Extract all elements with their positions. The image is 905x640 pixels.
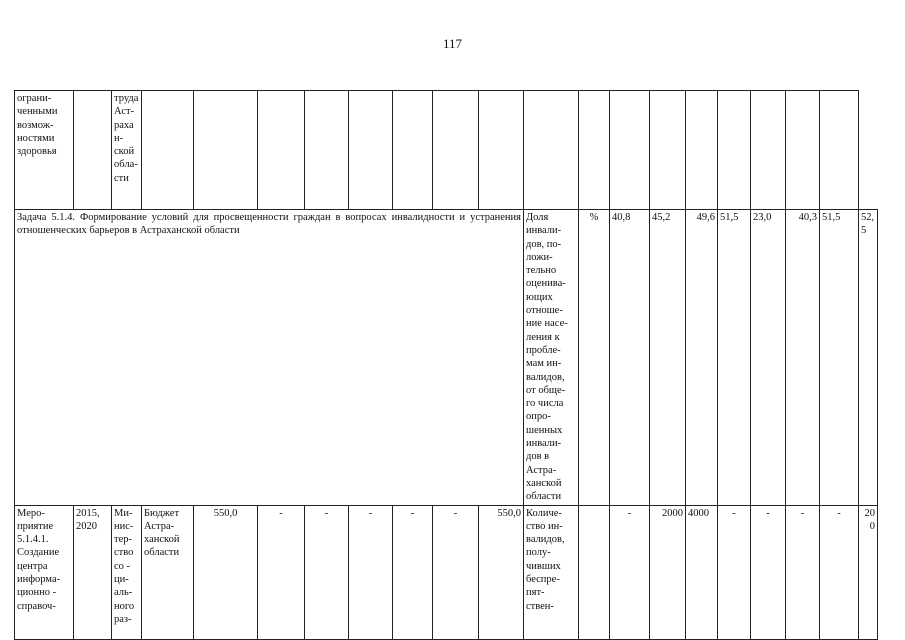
cell-text-line: справоч- (17, 600, 56, 612)
empty-cell (524, 91, 579, 210)
value-cell: 40,8 (610, 210, 650, 506)
cell-text-line: информа- (17, 574, 61, 586)
cell-text-line: инвали- (526, 438, 562, 450)
empty-cell (820, 91, 859, 210)
cell-text-line: чивших (526, 560, 561, 572)
cell-text-line: ограни- (17, 93, 52, 104)
page-number: 117 (442, 36, 463, 51)
cell-text-line: здоровья (17, 146, 57, 158)
cell-text-line: ствен- (526, 600, 554, 612)
empty-cell (718, 91, 751, 210)
cell-text-line: тер- (114, 534, 132, 546)
empty-cell (142, 91, 194, 210)
total-cell: 550,0 (194, 505, 258, 639)
cell-text-line: мам ин- (526, 358, 562, 370)
executor-cell (112, 91, 142, 210)
dash-cell: - (433, 505, 479, 639)
empty-cell (686, 91, 718, 210)
cell-text-line: 5.1.4.1. (17, 534, 49, 546)
value-cell: 45,2 (650, 210, 686, 506)
cell-text-line: дов в (526, 451, 550, 463)
cell-text-line: ской (114, 146, 135, 158)
value-cell: 2000 (650, 505, 686, 639)
cell-text-line: области (144, 547, 180, 559)
cell-text-line: Астра- (526, 464, 557, 476)
cell-text-line: Создание (17, 547, 60, 559)
empty-cell (610, 91, 650, 210)
cell-text-line: Аст- (114, 106, 135, 118)
cell-text-line: от обще- (526, 384, 566, 396)
empty-cell (258, 91, 305, 210)
cell-text-line: центра (17, 560, 48, 572)
empty-cell (786, 91, 820, 210)
value-cell: 40,3 (786, 210, 820, 506)
empty-cell (433, 91, 479, 210)
empty-cell (650, 91, 686, 210)
cell-text-line: Бюджет (144, 507, 180, 519)
value-cell: 51,5 (820, 210, 859, 506)
unit-cell: % (579, 210, 610, 506)
cell-text-line: сти (114, 172, 129, 184)
cell-text-line: Астра- (144, 520, 175, 532)
dash-cell: - (393, 505, 433, 639)
cell-text-line: Количе- (526, 507, 562, 519)
empty-cell (349, 91, 393, 210)
cell-text-line: ностями (17, 132, 55, 144)
cell-text-line: ционно - (17, 587, 57, 599)
empty-cell (579, 91, 610, 210)
indicator-cell (524, 505, 579, 639)
cell-text-line: обла- (114, 159, 138, 171)
empty-cell (751, 91, 786, 210)
funding-source-cell (142, 505, 194, 639)
value-cell: - (718, 505, 751, 639)
cell-text-line: инвали- (526, 225, 562, 237)
cell-text-line: дов, по- (526, 238, 562, 250)
cell-text-line: ство ин- (526, 520, 563, 532)
cell-text-line: ченными (17, 106, 58, 118)
cell-text-line: отноше- (526, 305, 563, 317)
cell-text-line: труда (114, 93, 139, 104)
dash-cell: - (305, 505, 349, 639)
value-cell: 51,5 (718, 210, 751, 506)
value-cell: 4000 (686, 505, 718, 639)
cell-text-line: ложи- (526, 251, 553, 263)
cell-text-line: ци- (114, 574, 129, 586)
cell-text-line: раз- (114, 613, 132, 625)
value-cell: 52,5 (859, 210, 878, 506)
cell-text-line: Меро- (17, 507, 45, 519)
cell-text-line: Ми- (114, 507, 133, 519)
value-cell: 23,0 (751, 210, 786, 506)
cell-text-line: шенных (526, 424, 563, 436)
value-cell: - (820, 505, 859, 639)
table-row (15, 91, 878, 210)
value-cell: - (610, 505, 650, 639)
cell-text-line: валидов, (526, 534, 565, 546)
cell-text-line: ного (114, 600, 135, 612)
program-table (14, 90, 878, 640)
years-cell (74, 505, 112, 639)
cell-text-line: беспре- (526, 574, 560, 586)
cell-text-line: ханской (144, 534, 180, 546)
cell-text-line: 2020 (76, 520, 97, 532)
cell-text-line: ющих (526, 291, 553, 303)
unit-cell (579, 505, 610, 639)
table-row (15, 210, 878, 506)
dash-cell: - (258, 505, 305, 639)
cell-text-line: области (526, 491, 562, 503)
value-cell: - (751, 505, 786, 639)
cell-text-line: со - (114, 560, 131, 572)
empty-cell (305, 91, 349, 210)
cell-text-line: приятие (17, 520, 54, 532)
dash-cell: - (349, 505, 393, 639)
empty-cell (393, 91, 433, 210)
cell-text-line: опро- (526, 411, 551, 423)
cell-text-line: ханской (526, 477, 562, 489)
last-year-cell: 550,0 (479, 505, 524, 639)
value-cell: - (786, 505, 820, 639)
cell-text-line: Доля (526, 212, 549, 223)
indicator-cell (524, 210, 579, 506)
cell-text-line: пят- (526, 587, 545, 599)
cell-text-line: валидов, (526, 371, 565, 383)
cell-text-line: возмож- (17, 119, 54, 131)
cell-text-line: полу- (526, 547, 551, 559)
table-row (15, 505, 878, 639)
cell-text-line: рахан- (114, 119, 134, 144)
executor-cell (112, 505, 142, 639)
cell-text-line: аль- (114, 587, 133, 599)
value-cell: 49,6 (686, 210, 718, 506)
value-cell: 200 (859, 505, 878, 639)
cell-text-line: ления к (526, 331, 560, 343)
cell-text-line: нис- (114, 520, 134, 532)
cell-text-line: пробле- (526, 344, 561, 356)
empty-cell (74, 91, 112, 210)
cell-text-line: го числа (526, 398, 564, 410)
activity-name-cell (15, 505, 74, 639)
cell-text-line: оценива- (526, 278, 566, 290)
cell-text-line: тельно (526, 265, 557, 277)
empty-cell (479, 91, 524, 210)
task-description: Задача 5.1.4. Формирование условий для просвещенности граждан в вопросах инвалидности и устранения отношенческих барьеров в Астраханской области (15, 210, 524, 506)
cell-text-line: 2015, (76, 507, 100, 519)
empty-cell (194, 91, 258, 210)
cell-text-line: ние насе- (526, 318, 568, 330)
target-group-cell (15, 91, 74, 210)
cell-text-line: ство (114, 547, 134, 559)
